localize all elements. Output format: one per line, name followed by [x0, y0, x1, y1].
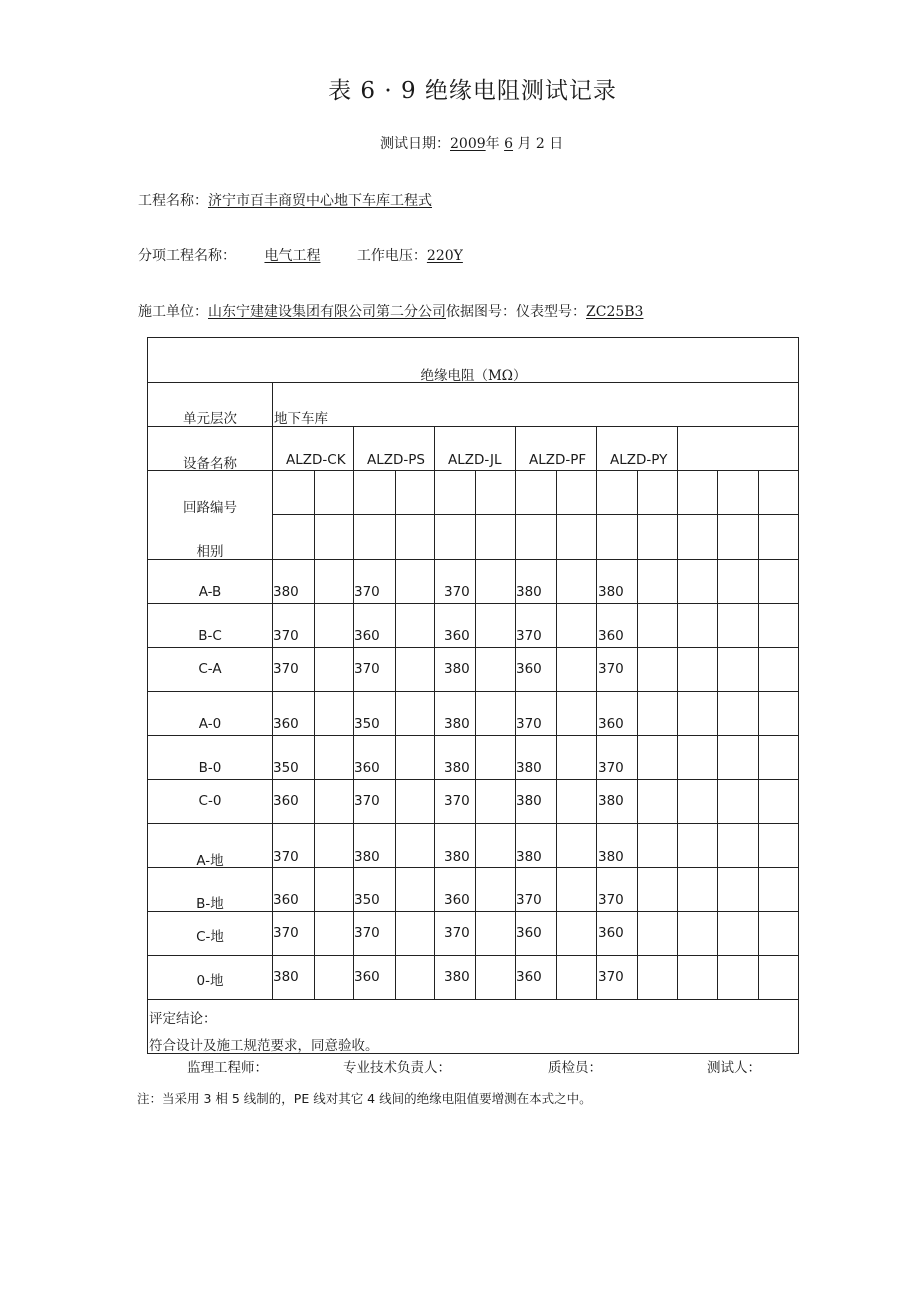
signature-inspector: 质检员：: [548, 1060, 602, 1076]
resistance-value: 370: [444, 584, 470, 600]
resistance-value: 380: [516, 849, 542, 865]
device-name: ALZD-PF: [529, 452, 587, 468]
meter-value: ZC25B3: [586, 304, 644, 320]
table-border: [148, 338, 799, 1054]
drawing-label: 依据图号：: [446, 304, 516, 320]
page-title: 表 6 · 9 绝缘电阻测试记录: [328, 78, 617, 104]
resistance-value: 380: [598, 849, 624, 865]
resistance-value: 370: [598, 969, 624, 985]
resistance-value: 370: [516, 892, 542, 908]
resistance-value: 360: [598, 716, 624, 732]
signature-tech-lead: 专业技术负责人：: [343, 1060, 451, 1076]
resistance-value: 370: [516, 716, 542, 732]
unit-label: 单元层次: [183, 411, 237, 427]
phase-cell: A-0: [198, 716, 222, 732]
resistance-value: 370: [444, 793, 470, 809]
resistance-value: 370: [273, 661, 299, 677]
resistance-value: 380: [273, 969, 299, 985]
test-date-rest: 月 2 日: [517, 136, 564, 152]
circuit-label: 回路编号: [183, 500, 237, 516]
test-date-year: 2009: [450, 136, 486, 152]
resistance-value: 380: [516, 793, 542, 809]
contractor-label: 施工单位：: [138, 304, 208, 320]
device-name: ALZD-CK: [286, 452, 346, 468]
resistance-value: 380: [273, 584, 299, 600]
meter-label: 仪表型号：: [516, 304, 586, 320]
resistance-value: 380: [516, 760, 542, 776]
resistance-value: 370: [273, 925, 299, 941]
unit-value: 地下车库: [274, 411, 328, 427]
resistance-value: 380: [444, 661, 470, 677]
resistance-value: 380: [444, 849, 470, 865]
project-value: 济宁市百丰商贸中心地下车库工程式: [208, 193, 432, 209]
phase-cell: A-B: [198, 584, 222, 600]
phase-cell: C-A: [198, 661, 222, 677]
voltage-label: 工作电压：: [356, 248, 427, 264]
contractor-value: 山东宁建建设集团有限公司第二分公司: [208, 304, 446, 320]
resistance-value: 360: [516, 661, 542, 677]
phase-cell: B-C: [198, 628, 222, 644]
resistance-value: 360: [273, 716, 299, 732]
resistance-value: 360: [444, 628, 470, 644]
footnote: 注：当采用 3 相 5 线制的，PE 线对其它 4 线间的绝缘电阻值要增测在本式之中。: [137, 1091, 592, 1106]
device-name: ALZD-JL: [448, 452, 502, 468]
resistance-value: 360: [516, 969, 542, 985]
device-name: ALZD-PS: [367, 452, 425, 468]
resistance-value: 380: [444, 969, 470, 985]
conclusion-label: 评定结论：: [149, 1011, 217, 1027]
phase-cell: A-地: [196, 853, 224, 869]
resistance-value: 370: [444, 925, 470, 941]
resistance-value: 370: [273, 849, 299, 865]
voltage-value: 220Y: [426, 248, 463, 264]
resistance-value: 370: [354, 925, 380, 941]
signature-tester: 测试人：: [707, 1060, 761, 1076]
test-date-year-unit: 年: [485, 136, 500, 152]
resistance-value: 350: [354, 892, 380, 908]
resistance-value: 370: [598, 892, 624, 908]
resistance-value: 370: [354, 584, 380, 600]
device-label: 设备名称: [183, 456, 237, 472]
resistance-value: 360: [598, 925, 624, 941]
resistance-value: 350: [354, 716, 380, 732]
resistance-value: 360: [516, 925, 542, 941]
resistance-value: 380: [516, 584, 542, 600]
phase-cell: C-地: [196, 929, 224, 945]
subproject-label: 分项工程名称：: [138, 248, 236, 264]
phase-cell: C-0: [198, 793, 222, 809]
phase-cell: B-0: [198, 760, 222, 776]
resistance-header: 绝缘电阻（MΩ）: [420, 368, 527, 384]
phase-cell: 0-地: [196, 973, 224, 989]
project-label: 工程名称：: [138, 193, 208, 209]
resistance-value: 380: [444, 716, 470, 732]
device-name: ALZD-PY: [610, 452, 668, 468]
phase-label: 相别: [196, 544, 224, 560]
test-date-label: 测试日期：: [380, 136, 450, 152]
resistance-value: 380: [598, 793, 624, 809]
resistance-value: 360: [444, 892, 470, 908]
resistance-value: 370: [598, 760, 624, 776]
resistance-value: 370: [354, 793, 380, 809]
subproject-value: 电气工程: [264, 248, 321, 264]
conclusion-text: 符合设计及施工规范要求，同意验收。: [149, 1038, 379, 1054]
resistance-value: 380: [354, 849, 380, 865]
resistance-value: 370: [598, 661, 624, 677]
resistance-value: 370: [273, 628, 299, 644]
resistance-value: 360: [354, 760, 380, 776]
resistance-value: 380: [444, 760, 470, 776]
phase-cell: B-地: [196, 896, 224, 912]
resistance-value: 360: [273, 793, 299, 809]
resistance-value: 370: [516, 628, 542, 644]
resistance-value: 360: [273, 892, 299, 908]
resistance-value: 360: [354, 628, 380, 644]
resistance-value: 350: [273, 760, 299, 776]
test-date-month: 6: [504, 136, 514, 152]
resistance-value: 380: [598, 584, 624, 600]
resistance-value: 370: [354, 661, 380, 677]
signature-supervisor: 监理工程师：: [187, 1060, 268, 1076]
resistance-value: 360: [598, 628, 624, 644]
resistance-value: 360: [354, 969, 380, 985]
